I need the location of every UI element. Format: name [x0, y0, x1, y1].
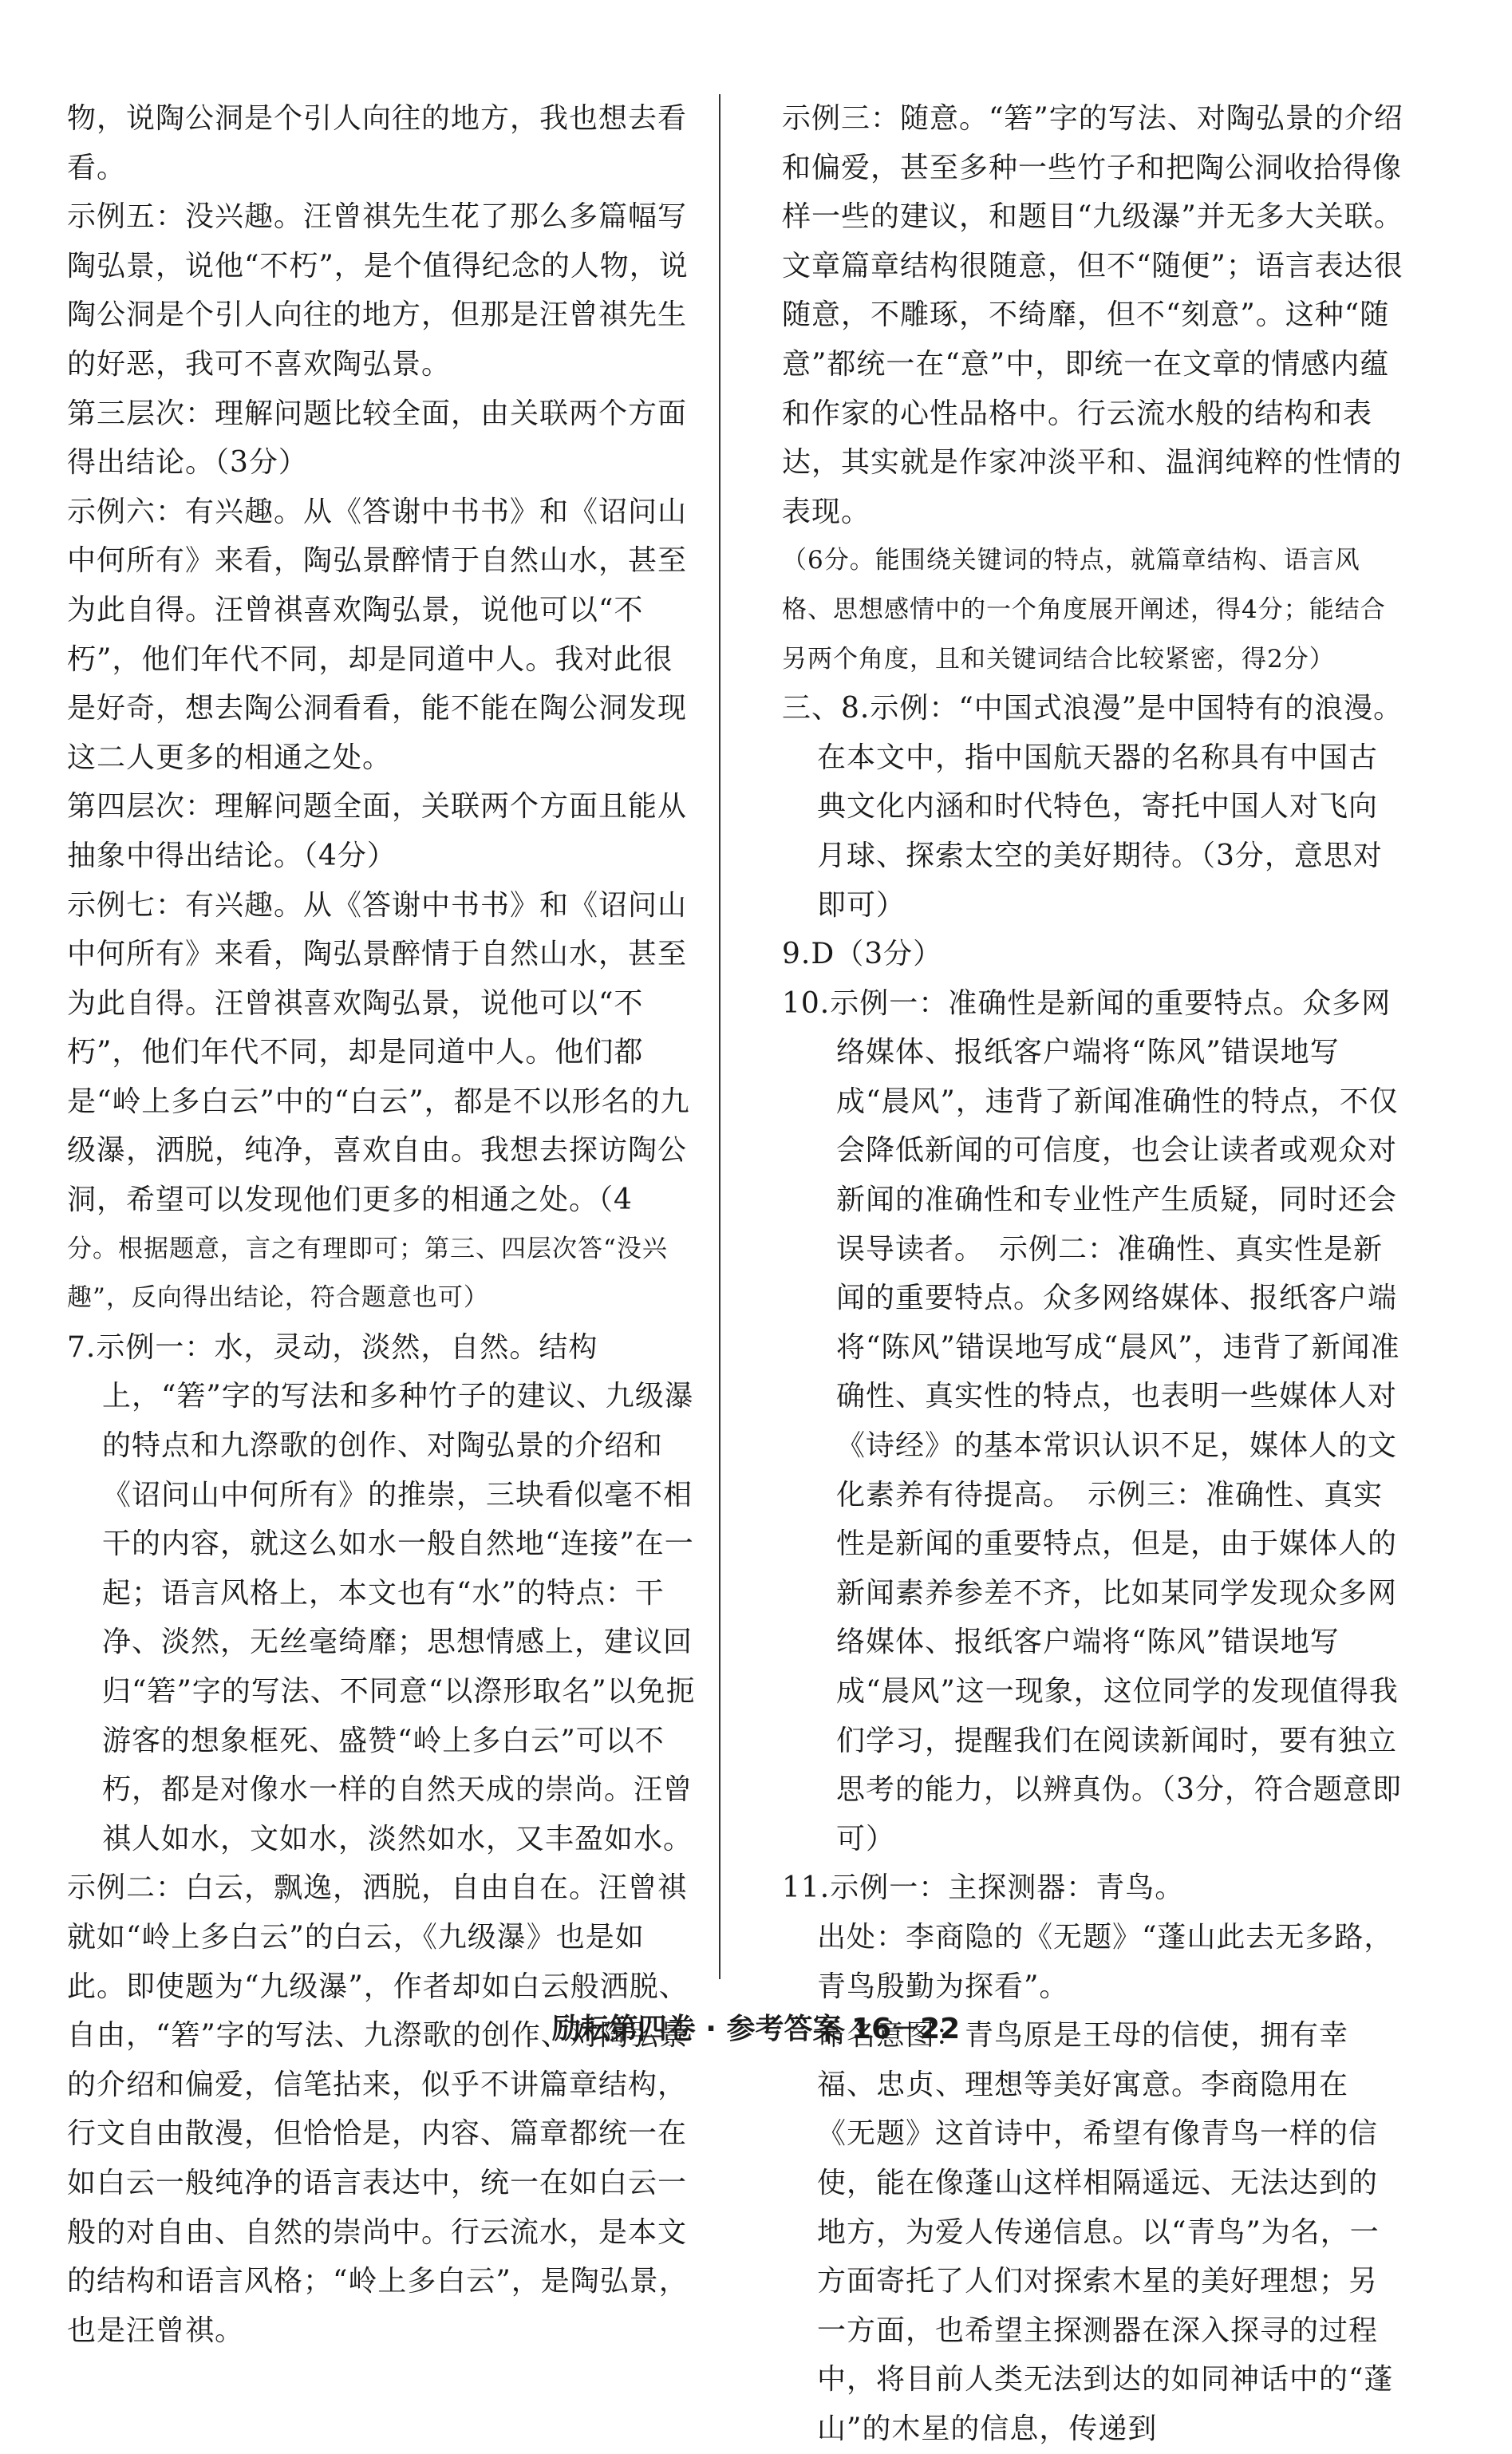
paragraph: 示例三：随意。“箬”字的写法、对陶弘景的介绍和偏爱，甚至多种一些竹子和把陶公洞收拾得像样一些的建议，和题目“九级瀑”并无多大关联。文章篇章结构很随意，但不“随便”；语言表达很随意，不雕琢，不绮靡，但不“刻意”。这种“随意”都统一在“意”中，即统一在文章的情感内蕴和作家的心性品格中。行云流水般的结构和表达，其实就是作家冲淡平和、温润纯粹的性情的表现。 — [782, 102, 1403, 528]
right-column — [782, 94, 1404, 2454]
paragraph: 第四层次：理解问题全面，关联两个方面且能从抽象中得出结论。（4分） — [67, 790, 688, 872]
paragraph: 示例五：没兴趣。汪曾祺先生花了那么多篇幅写陶弘景，说他“不朽”，是个值得纪念的人物，说陶公洞是个引人向往的地方，但那是汪曾祺先生的好恶，我可不喜欢陶弘景。 — [67, 200, 689, 381]
column-divider — [719, 94, 720, 1979]
answer-10: 10.示例一：准确性是新闻的重要特点。众多网络媒体、报纸客户端将“陈风”错误地写成“晨风”，违背了新闻准确性的特点，不仅会降低新闻的可信度，也会让读者或观众对新闻的准确性和专业性产生质疑，同时还会误导读者。 示例二：准确性、真实性是新闻的重要特点。众多网络媒体、报纸客户端将“陈风”错误地写成“晨风”，违背了新闻准确性、真实性的特点，也表明一些媒体人对《诗经》的基本常识认识不足，媒体人的文化素养有待提高。 示例三：准确性、真实性是新闻的重要特点，但是，由于媒体人的新闻素养参差不齐，比如某同学发现众多网络媒体、报纸客户端将“陈风”错误地写成“晨风”这一现象，这位同学的发现值得我们学习，提醒我们在阅读新闻时，要有独立思考的能力，以辨真伪。（3分，符合题意即可） — [782, 986, 1402, 1855]
answer-9: 9.D（3分） — [782, 938, 943, 971]
paragraph: 示例七：有兴趣。从《答谢中书书》和《诏问山中何所有》来看，陶弘景醉情于自然山水，甚至为此自得。汪曾祺喜欢陶弘景，说他可以“不朽”，他们年代不同，却是同道中人。他们都是“岭上多白云”中的“白云”，都是不以形名的九级瀑，洒脱，纯净，喜欢自由。我想去探访陶公洞，希望可以发现他们更多的相通之处。（4 — [67, 888, 690, 1217]
answer-11: 11.示例一：主探测器：青鸟。 — [782, 1871, 1185, 1905]
paragraph: 命名意图：青鸟原是王母的信使，拥有幸福、忠贞、理想等美好寓意。李商隐用在《无题》这首诗中，希望有像青鸟一样的信使，能在像蓬山这样相隔遥远、无法达到的地方，为爱人传递信息。以“青鸟”为名，一方面寄托了人们对探索木星的美好理想；另一方面，也希望主探测器在深入探寻的过程中，将目前人类无法到达的如同神话中的“蓬山”的木星的信息，传递到 — [817, 2019, 1394, 2445]
answer-7: 7.示例一：水，灵动，淡然，自然。结构上，“箬”字的写法和多种竹子的建议、九级瀑的特点和九漈歌的创作、对陶弘景的介绍和《诏问山中何所有》的推崇，三块看似毫不相干的内容，就这么如水一般自然地“连接”在一起；语言风格上，本文也有“水”的特点：干净、淡然，无丝毫绮靡；思想情感上，建议回归“箬”字的写法、不同意“以漈形取名”以免扼游客的想象框死、盛赞“岭上多白云”可以不朽，都是对像水一样的自然天成的崇尚。汪曾祺人如水，文如水，淡然如水，又丰盈如水。 — [67, 1330, 696, 1855]
answer-8: 三、8.示例：“中国式浪漫”是中国特有的浪漫。在本文中，指中国航天器的名称具有中国古典文化内涵和时代特色，寄托中国人对飞向月球、探索太空的美好期待。（3分，意思对即可） — [782, 692, 1403, 922]
paragraph: 出处：李商隐的《无题》“蓬山此去无多路，青鸟殷勤为探看”。 — [817, 1920, 1394, 2003]
scoring-note: 分。根据题意，言之有理即可；第三、四层次答“没兴趣”，反向得出结论，符合题意也可） — [67, 1234, 668, 1313]
paragraph: 物，说陶公洞是个引人向往的地方，我也想去看看。 — [67, 102, 688, 184]
paragraph: 第三层次：理解问题比较全面，由关联两个方面得出结论。（3分） — [67, 397, 688, 480]
scoring-note: （6分。能围绕关键词的特点，就篇章结构、语言风格、思想感情中的一个角度展开阐述，得4分；能结合另两个角度，且和关键词结合比较紧密，得2分） — [782, 546, 1386, 674]
paragraph: 示例六：有兴趣。从《答谢中书书》和《诏问山中何所有》来看，陶弘景醉情于自然山水，甚至为此自得。汪曾祺喜欢陶弘景，说他可以“不朽”，他们年代不同，却是同道中人。我对此很是好奇，想去陶公洞看看，能不能在陶公洞发现这二人更多的相通之处。 — [67, 495, 688, 774]
paragraph: 示例二：白云，飘逸，洒脱，自由自在。汪曾祺就如“岭上多白云”的白云，《九级瀑》也是如此。即使题为“九级瀑”，作者却如白云般洒脱、自由，“箬”字的写法、九漈歌的创作、对陶弘景的介绍和偏爱，信笔拈来，似乎不讲篇章结构，行文自由散漫，但恰恰是，内容、篇章都统一在如白云一般纯净的语言表达中，统一在如白云一般的对自由、自然的崇尚中。行云流水，是本文的结构和语言风格；“岭上多白云”，是陶弘景，也是汪曾祺。 — [67, 1871, 689, 2347]
page-footer: 励耘第四卷 · 参考答案 16－22 — [551, 2013, 961, 2045]
